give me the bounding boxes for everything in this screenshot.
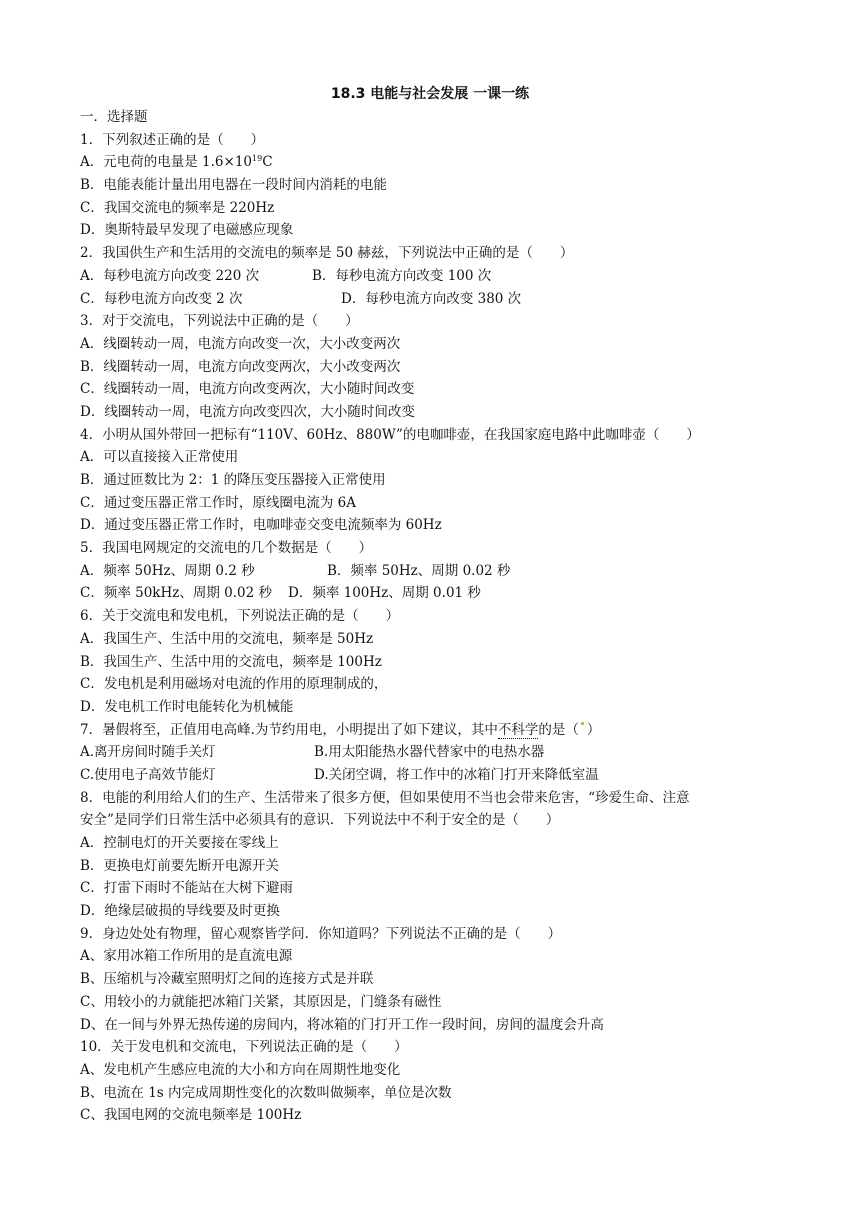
question-10-stem: 10．关于发电机和交流电，下列说法正确的是（ ）: [80, 1039, 408, 1056]
question-4-option-d: D．通过变压器正常工作时，电咖啡壶交变电流频率为 60Hz: [80, 517, 442, 534]
question-9-option-c: C、用较小的力就能把冰箱门关紧，其原因是，门缝条有磁性: [80, 993, 442, 1010]
question-1-option-a: [80, 151, 780, 174]
stem-text: 的是（: [538, 721, 579, 738]
question-1-option-b: B．电能表能计量出用电器在一段时间内消耗的电能: [80, 177, 387, 194]
question-8-stem-line-1: 8．电能的利用给人们的生产、生活带来了很多方便，但如果使用不当也会带来危害，“珍爱生命、注意: [80, 789, 690, 806]
question-4-option-c: C．通过变压器正常工作时，原线圈电流为 6A: [80, 494, 356, 511]
question-2-stem: 2．我国供生产和生活用的交流电的频率是 50 赫兹，下列说法中正确的是（ ）: [80, 245, 574, 262]
question-8-option-a: A．控制电灯的开关要接在零线上: [80, 835, 279, 851]
question-1-option-c: C．我国交流电的频率是 220Hz: [80, 199, 275, 216]
question-2-option-c: C．每秒电流方向改变 2 次: [80, 290, 243, 307]
question-1-option-d: D．奥斯特最早发现了电磁感应现象: [80, 222, 294, 239]
question-8-option-b: B．更换电灯前要先断开电源开关: [80, 857, 279, 874]
question-8-option-c: C．打雷下雨时不能站在大树下避雨: [80, 880, 293, 897]
stem-text: ）: [586, 721, 601, 738]
question-9-option-b: B、压缩机与冷藏室照明灯之间的连接方式是并联: [80, 971, 374, 988]
question-9-stem: 9．身边处处有物理，留心观察皆学问．你知道吗？下列说法不正确的是（ ）: [80, 925, 562, 942]
question-4-option-a: A．可以直接接入正常使用: [80, 449, 239, 466]
option-text: A．元电荷的电量是 1.6×10: [80, 154, 252, 171]
question-3-option-b: B．线圈转动一周，电流方向改变两次，大小改变两次: [80, 358, 401, 375]
question-7-option-d: D.关闭空调，将工作中的冰箱门打开来降低室温: [314, 766, 599, 783]
question-3-option-a: A．线圈转动一周，电流方向改变一次，大小改变两次: [80, 335, 401, 352]
question-list: [80, 106, 780, 1127]
question-10-option-c: C、我国电网的交流电频率是 100Hz: [80, 1107, 302, 1124]
question-5-stem: 5．我国电网规定的交流电的几个数据是（ ）: [80, 540, 373, 557]
question-8-stem-line-2: 安全”是同学们日常生活中必须具有的意识．下列说法中不利于安全的是（ ）: [80, 812, 560, 829]
question-3-option-c: C．线圈转动一周，电流方向改变两次，大小随时间改变: [80, 381, 415, 398]
question-3-stem: 3．对于交流电，下列说法中正确的是（ ）: [80, 313, 359, 330]
question-3-option-d: D．线圈转动一周，电流方向改变四次，大小随时间改变: [80, 403, 415, 420]
emphasized-text: 不科学: [497, 721, 539, 738]
question-5-option-c: C．频率 50kHz、周期 0.02 秒: [80, 585, 273, 602]
question-2-options-ab: [80, 265, 780, 288]
question-5-option-d: D．频率 100Hz、周期 0.01 秒: [288, 585, 481, 602]
question-5-option-b: B．频率 50Hz、周期 0.02 秒: [327, 562, 511, 579]
question-5-options-ab: [80, 560, 780, 583]
question-10-option-a: A、发电机产生感应电流的大小和方向在周期性地变化: [80, 1061, 401, 1078]
question-9-option-a: A、家用冰箱工作所用的是直流电源: [80, 948, 293, 965]
question-4-option-b: B．通过匝数比为 2：1 的降压变压器接入正常使用: [80, 472, 386, 488]
question-8-option-d: D．绝缘层破损的导线要及时更换: [80, 903, 280, 920]
question-7-stem: [80, 719, 780, 742]
stem-text: 7．暑假将至，正值用电高峰.为节约用电，小明提出了如下建议，其中: [80, 721, 498, 738]
unit-text: C: [262, 154, 273, 171]
question-5-option-a: A．频率 50Hz、周期 0.2 秒: [80, 562, 255, 579]
question-2-option-a: A．每秒电流方向改变 220 次: [80, 267, 260, 284]
question-7-option-c: C.使用电子高效节能灯: [80, 766, 216, 783]
highlight-mark-icon: [579, 726, 587, 734]
question-5-options-cd: [80, 582, 780, 605]
question-2-option-d: D．每秒电流方向改变 380 次: [341, 290, 522, 307]
question-7-options-ab: [80, 741, 780, 764]
question-7-option-a: A.离开房间时随手关灯: [80, 744, 216, 761]
section-heading: 一．选择题: [80, 109, 148, 125]
question-9-option-d: D、在一间与外界无热传递的房间内，将冰箱的门打开工作一段时间，房间的温度会升高: [80, 1016, 604, 1033]
question-6-option-d: D．发电机工作时电能转化为机械能: [80, 698, 294, 715]
question-2-options-cd: [80, 288, 780, 311]
question-6-stem: 6．关于交流电和发电机，下列说法正确的是（ ）: [80, 608, 400, 625]
question-7-option-b: B.用太阳能热水器代替家中的电热水器: [314, 744, 545, 761]
question-6-option-c: C．发电机是利用磁场对电流的作用的原理制成的，: [80, 676, 388, 693]
page-title: 18.3 电能与社会发展 一课一练: [330, 86, 530, 102]
question-2-option-b: B．每秒电流方向改变 100 次: [312, 267, 492, 284]
question-4-stem: 4．小明从国外带回一把标有“110V、60Hz、880W”的电咖啡壶，在我国家庭电路中此咖啡壶（ ）: [80, 426, 700, 443]
question-7-options-cd: [80, 764, 780, 787]
question-1-stem: 1．下列叙述正确的是（ ）: [80, 131, 265, 148]
exponent: 19: [252, 154, 263, 164]
question-6-option-a: A．我国生产、生活中用的交流电，频率是 50Hz: [80, 630, 374, 647]
question-6-option-b: B．我国生产、生活中用的交流电，频率是 100Hz: [80, 653, 382, 670]
question-10-option-b: B、电流在 1s 内完成周期性变化的次数叫做频率，单位是次数: [80, 1084, 452, 1101]
